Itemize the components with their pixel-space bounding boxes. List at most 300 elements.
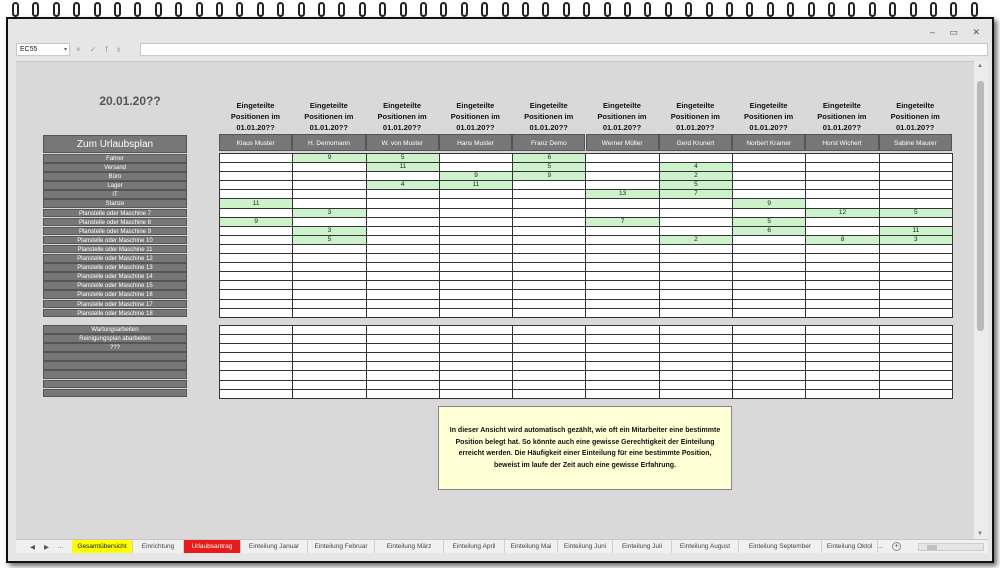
- grid-cell[interactable]: [293, 299, 366, 308]
- grid-cell[interactable]: [513, 254, 586, 263]
- function-icon[interactable]: fx: [105, 45, 130, 54]
- grid-cell[interactable]: [293, 353, 366, 362]
- grid-cell[interactable]: 7: [659, 190, 732, 199]
- grid-cell[interactable]: [293, 272, 366, 281]
- chevron-down-icon[interactable]: ▾: [63, 47, 67, 53]
- window-controls[interactable]: – ▭ ✕: [929, 27, 986, 37]
- grid-cell[interactable]: [220, 281, 293, 290]
- tab-more-left[interactable]: ...: [58, 543, 64, 550]
- cancel-icon[interactable]: ×: [76, 45, 90, 54]
- employee-name[interactable]: Gerd Krunert: [659, 134, 732, 151]
- grid-cell[interactable]: [733, 335, 806, 344]
- grid-cell[interactable]: [806, 389, 879, 398]
- grid-cell[interactable]: [513, 335, 586, 344]
- grid-cell[interactable]: [586, 362, 659, 371]
- grid-cell[interactable]: [879, 172, 952, 181]
- grid-cell[interactable]: [439, 154, 512, 163]
- grid-cell[interactable]: [659, 344, 732, 353]
- grid-cell[interactable]: 9: [293, 154, 366, 163]
- grid-cell[interactable]: [586, 154, 659, 163]
- grid-cell[interactable]: 11: [366, 163, 439, 172]
- grid-cell[interactable]: [806, 335, 879, 344]
- grid-cell[interactable]: [439, 272, 512, 281]
- grid-cell[interactable]: [879, 281, 952, 290]
- grid-cell[interactable]: [659, 154, 732, 163]
- grid-cell[interactable]: [586, 272, 659, 281]
- grid-cell[interactable]: [806, 217, 879, 226]
- sheet-tab[interactable]: Einteilung September: [739, 540, 822, 553]
- grid-cell[interactable]: [220, 163, 293, 172]
- worksheet[interactable]: [16, 61, 974, 539]
- grid-cell[interactable]: [733, 181, 806, 190]
- grid-cell[interactable]: [366, 371, 439, 380]
- grid-cell[interactable]: [293, 217, 366, 226]
- grid-cell[interactable]: [733, 172, 806, 181]
- grid-cell[interactable]: 9: [733, 199, 806, 208]
- grid-cell[interactable]: [733, 272, 806, 281]
- grid-cell[interactable]: [806, 299, 879, 308]
- grid-cell[interactable]: [879, 199, 952, 208]
- employee-name[interactable]: W. von Muster: [366, 134, 439, 151]
- grid-cell[interactable]: [293, 371, 366, 380]
- grid-cell[interactable]: [806, 244, 879, 253]
- grid-cell[interactable]: 2: [659, 235, 732, 244]
- grid-cell[interactable]: [806, 344, 879, 353]
- grid-cell[interactable]: [733, 380, 806, 389]
- grid-cell[interactable]: [513, 308, 586, 317]
- enter-icon[interactable]: ✓: [89, 45, 106, 54]
- grid-cell[interactable]: [220, 353, 293, 362]
- grid-cell[interactable]: [439, 308, 512, 317]
- grid-cell[interactable]: [879, 244, 952, 253]
- grid-cell[interactable]: [659, 371, 732, 380]
- grid-cell[interactable]: [879, 335, 952, 344]
- grid-cell[interactable]: [439, 263, 512, 272]
- grid-cell[interactable]: [220, 272, 293, 281]
- grid-cell[interactable]: [293, 308, 366, 317]
- grid-cell[interactable]: [586, 389, 659, 398]
- grid-cell[interactable]: [879, 326, 952, 335]
- grid-cell[interactable]: [659, 217, 732, 226]
- grid-cell[interactable]: [220, 380, 293, 389]
- sheet-tab[interactable]: Gesamtübersicht: [72, 540, 133, 553]
- sheet-tab[interactable]: Einteilung Februar: [308, 540, 375, 553]
- grid-cell[interactable]: [659, 208, 732, 217]
- grid-cell[interactable]: [586, 254, 659, 263]
- grid-cell[interactable]: [586, 353, 659, 362]
- grid-cell[interactable]: [439, 190, 512, 199]
- grid-cell[interactable]: [366, 326, 439, 335]
- sheet-tab[interactable]: Urlaubsantrag: [184, 540, 241, 553]
- grid-cell[interactable]: [366, 226, 439, 235]
- grid-cell[interactable]: [439, 226, 512, 235]
- grid-cell[interactable]: [366, 290, 439, 299]
- grid-cell[interactable]: 8: [806, 235, 879, 244]
- grid-cell[interactable]: [586, 380, 659, 389]
- grid-cell[interactable]: [439, 344, 512, 353]
- employee-name[interactable]: H. Demomann: [292, 134, 365, 151]
- grid-cell[interactable]: 5: [659, 181, 732, 190]
- sheet-tab[interactable]: Einteilung Juli: [613, 540, 672, 553]
- grid-cell[interactable]: [220, 226, 293, 235]
- scroll-up-icon[interactable]: ▲: [977, 63, 983, 69]
- grid-cell[interactable]: [220, 290, 293, 299]
- grid-cell[interactable]: [659, 290, 732, 299]
- grid-cell[interactable]: [513, 380, 586, 389]
- grid-cell[interactable]: [879, 290, 952, 299]
- grid-cell[interactable]: [220, 172, 293, 181]
- grid-cell[interactable]: [439, 199, 512, 208]
- grid-cell[interactable]: [586, 226, 659, 235]
- grid-cell[interactable]: [220, 344, 293, 353]
- grid-cell[interactable]: [806, 353, 879, 362]
- grid-cell[interactable]: [293, 254, 366, 263]
- grid-cell[interactable]: [586, 235, 659, 244]
- grid-cell[interactable]: [586, 371, 659, 380]
- grid-cell[interactable]: [366, 281, 439, 290]
- grid-cell[interactable]: [439, 208, 512, 217]
- grid-cell[interactable]: 9: [220, 217, 293, 226]
- grid-cell[interactable]: [806, 190, 879, 199]
- employee-name[interactable]: Werner Müller: [586, 134, 659, 151]
- grid-cell[interactable]: [293, 190, 366, 199]
- grid-cell[interactable]: 5: [366, 154, 439, 163]
- grid-cell[interactable]: [659, 272, 732, 281]
- grid-cell[interactable]: [733, 371, 806, 380]
- grid-cell[interactable]: [513, 281, 586, 290]
- grid-cell[interactable]: [513, 244, 586, 253]
- grid-cell[interactable]: [293, 389, 366, 398]
- tab-prev-icon[interactable]: ◀: [30, 544, 35, 551]
- employee-name[interactable]: Horst Wichert: [805, 134, 878, 151]
- grid-cell[interactable]: [293, 290, 366, 299]
- grid-cell[interactable]: [366, 362, 439, 371]
- grid-cell[interactable]: [439, 281, 512, 290]
- grid-cell[interactable]: [586, 308, 659, 317]
- extra-grid[interactable]: [219, 325, 953, 399]
- grid-cell[interactable]: [366, 308, 439, 317]
- grid-cell[interactable]: [586, 208, 659, 217]
- employee-name[interactable]: Norbert Kramer: [732, 134, 805, 151]
- sheet-tab[interactable]: Einteilung März: [375, 540, 444, 553]
- grid-cell[interactable]: [586, 335, 659, 344]
- grid-cell[interactable]: [879, 163, 952, 172]
- grid-cell[interactable]: [513, 344, 586, 353]
- grid-cell[interactable]: [220, 254, 293, 263]
- grid-cell[interactable]: [439, 299, 512, 308]
- grid-cell[interactable]: [733, 154, 806, 163]
- grid-cell[interactable]: [586, 326, 659, 335]
- grid-cell[interactable]: 9: [513, 172, 586, 181]
- grid-cell[interactable]: [513, 208, 586, 217]
- grid-cell[interactable]: [879, 263, 952, 272]
- grid-cell[interactable]: [586, 244, 659, 253]
- grid-cell[interactable]: [879, 389, 952, 398]
- grid-cell[interactable]: [513, 263, 586, 272]
- tab-more-right[interactable]: ...: [878, 543, 884, 550]
- grid-cell[interactable]: [733, 362, 806, 371]
- scroll-down-icon[interactable]: ▼: [977, 531, 983, 537]
- sheet-tab[interactable]: Einteilung Mai: [505, 540, 558, 553]
- grid-cell[interactable]: [586, 263, 659, 272]
- grid-cell[interactable]: [366, 263, 439, 272]
- grid-cell[interactable]: [879, 272, 952, 281]
- hscroll-thumb[interactable]: [927, 545, 937, 550]
- add-sheet-icon[interactable]: +: [892, 542, 901, 551]
- grid-cell[interactable]: [879, 362, 952, 371]
- grid-cell[interactable]: [879, 380, 952, 389]
- grid-cell[interactable]: [220, 190, 293, 199]
- grid-cell[interactable]: [366, 190, 439, 199]
- grid-cell[interactable]: [513, 299, 586, 308]
- grid-cell[interactable]: [806, 380, 879, 389]
- grid-cell[interactable]: [513, 371, 586, 380]
- grid-cell[interactable]: [733, 308, 806, 317]
- grid-cell[interactable]: [586, 163, 659, 172]
- grid-cell[interactable]: [366, 299, 439, 308]
- grid-cell[interactable]: [879, 254, 952, 263]
- grid-cell[interactable]: [733, 344, 806, 353]
- grid-cell[interactable]: [439, 244, 512, 253]
- grid-cell[interactable]: 2: [659, 172, 732, 181]
- grid-cell[interactable]: 5: [879, 208, 952, 217]
- grid-cell[interactable]: [439, 353, 512, 362]
- grid-cell[interactable]: [806, 308, 879, 317]
- grid-cell[interactable]: [586, 299, 659, 308]
- sheet-tab[interactable]: Einteilung Januar: [241, 540, 308, 553]
- employee-name[interactable]: Hans Muster: [439, 134, 512, 151]
- grid-cell[interactable]: [513, 190, 586, 199]
- grid-cell[interactable]: [659, 335, 732, 344]
- horizontal-scrollbar[interactable]: [918, 543, 984, 551]
- grid-cell[interactable]: [513, 226, 586, 235]
- grid-cell[interactable]: [659, 281, 732, 290]
- grid-cell[interactable]: [806, 290, 879, 299]
- grid-cell[interactable]: 11: [220, 199, 293, 208]
- grid-cell[interactable]: [293, 263, 366, 272]
- grid-cell[interactable]: [220, 362, 293, 371]
- grid-cell[interactable]: [439, 335, 512, 344]
- scroll-thumb[interactable]: [977, 81, 984, 331]
- grid-cell[interactable]: [366, 272, 439, 281]
- grid-cell[interactable]: 5: [733, 217, 806, 226]
- sheet-tab[interactable]: Einrichtung: [133, 540, 184, 553]
- sheet-tab[interactable]: Einteilung April: [444, 540, 505, 553]
- grid-cell[interactable]: [293, 362, 366, 371]
- grid-cell[interactable]: [220, 371, 293, 380]
- grid-cell[interactable]: [733, 208, 806, 217]
- urlaubsplan-button[interactable]: Zum Urlaubsplan: [43, 135, 187, 153]
- grid-cell[interactable]: 3: [293, 208, 366, 217]
- grid-cell[interactable]: [366, 244, 439, 253]
- grid-cell[interactable]: [586, 172, 659, 181]
- grid-cell[interactable]: [806, 272, 879, 281]
- grid-cell[interactable]: [293, 244, 366, 253]
- grid-cell[interactable]: [220, 299, 293, 308]
- grid-cell[interactable]: [293, 380, 366, 389]
- grid-cell[interactable]: 6: [733, 226, 806, 235]
- grid-cell[interactable]: [513, 272, 586, 281]
- grid-cell[interactable]: [659, 380, 732, 389]
- grid-cell[interactable]: [806, 362, 879, 371]
- grid-cell[interactable]: [439, 380, 512, 389]
- grid-cell[interactable]: [659, 326, 732, 335]
- grid-cell[interactable]: [293, 335, 366, 344]
- grid-cell[interactable]: [366, 172, 439, 181]
- grid-cell[interactable]: [806, 154, 879, 163]
- grid-cell[interactable]: [513, 362, 586, 371]
- sheet-tab[interactable]: Einteilung Oktol: [822, 540, 878, 553]
- grid-cell[interactable]: [293, 344, 366, 353]
- grid-cell[interactable]: [806, 163, 879, 172]
- grid-cell[interactable]: 7: [586, 217, 659, 226]
- grid-cell[interactable]: [879, 344, 952, 353]
- grid-cell[interactable]: 6: [513, 154, 586, 163]
- grid-cell[interactable]: [659, 226, 732, 235]
- grid-cell[interactable]: 11: [879, 226, 952, 235]
- grid-cell[interactable]: [220, 335, 293, 344]
- grid-cell[interactable]: 3: [879, 235, 952, 244]
- grid-cell[interactable]: [220, 235, 293, 244]
- grid-cell[interactable]: 11: [439, 181, 512, 190]
- grid-cell[interactable]: [659, 353, 732, 362]
- grid-cell[interactable]: [659, 299, 732, 308]
- grid-cell[interactable]: [220, 389, 293, 398]
- grid-cell[interactable]: [879, 181, 952, 190]
- grid-cell[interactable]: [733, 190, 806, 199]
- grid-cell[interactable]: [806, 254, 879, 263]
- grid-cell[interactable]: [879, 154, 952, 163]
- grid-cell[interactable]: [586, 281, 659, 290]
- grid-cell[interactable]: [366, 380, 439, 389]
- grid-cell[interactable]: 12: [806, 208, 879, 217]
- grid-cell[interactable]: [366, 389, 439, 398]
- grid-cell[interactable]: [513, 199, 586, 208]
- grid-cell[interactable]: [366, 353, 439, 362]
- grid-cell[interactable]: [586, 181, 659, 190]
- grid-cell[interactable]: [733, 281, 806, 290]
- grid-cell[interactable]: 4: [366, 181, 439, 190]
- employee-name[interactable]: Franz Demo: [512, 134, 585, 151]
- grid-cell[interactable]: [733, 299, 806, 308]
- grid-cell[interactable]: [659, 263, 732, 272]
- grid-cell[interactable]: [513, 235, 586, 244]
- grid-cell[interactable]: [220, 244, 293, 253]
- grid-cell[interactable]: [366, 344, 439, 353]
- grid-cell[interactable]: [879, 353, 952, 362]
- grid-cell[interactable]: [293, 326, 366, 335]
- grid-cell[interactable]: [220, 326, 293, 335]
- grid-cell[interactable]: [439, 254, 512, 263]
- grid-cell[interactable]: [733, 254, 806, 263]
- grid-cell[interactable]: [439, 326, 512, 335]
- grid-cell[interactable]: [733, 326, 806, 335]
- grid-cell[interactable]: [733, 244, 806, 253]
- grid-cell[interactable]: [733, 235, 806, 244]
- grid-cell[interactable]: [439, 389, 512, 398]
- grid-cell[interactable]: [439, 362, 512, 371]
- grid-cell[interactable]: [513, 290, 586, 299]
- grid-cell[interactable]: 9: [439, 172, 512, 181]
- grid-cell[interactable]: [659, 308, 732, 317]
- grid-cell[interactable]: [513, 326, 586, 335]
- grid-cell[interactable]: [513, 181, 586, 190]
- grid-cell[interactable]: [439, 235, 512, 244]
- grid-cell[interactable]: [293, 163, 366, 172]
- grid-cell[interactable]: [659, 389, 732, 398]
- grid-cell[interactable]: [293, 172, 366, 181]
- grid-cell[interactable]: [806, 371, 879, 380]
- grid-cell[interactable]: [220, 263, 293, 272]
- grid-cell[interactable]: [879, 217, 952, 226]
- grid-cell[interactable]: [659, 362, 732, 371]
- grid-cell[interactable]: [366, 217, 439, 226]
- formula-input[interactable]: [140, 43, 988, 56]
- grid-cell[interactable]: [733, 389, 806, 398]
- grid-cell[interactable]: [439, 163, 512, 172]
- grid-cell[interactable]: [806, 263, 879, 272]
- grid-cell[interactable]: [733, 263, 806, 272]
- grid-cell[interactable]: [659, 244, 732, 253]
- grid-cell[interactable]: [733, 290, 806, 299]
- grid-cell[interactable]: [513, 389, 586, 398]
- grid-cell[interactable]: [366, 208, 439, 217]
- grid-cell[interactable]: 3: [293, 226, 366, 235]
- grid-cell[interactable]: [586, 290, 659, 299]
- grid-cell[interactable]: [366, 335, 439, 344]
- sheet-tab[interactable]: Einteilung Juni: [558, 540, 613, 553]
- grid-cell[interactable]: [733, 163, 806, 172]
- grid-cell[interactable]: [659, 254, 732, 263]
- grid-cell[interactable]: [293, 199, 366, 208]
- grid-cell[interactable]: [366, 199, 439, 208]
- grid-cell[interactable]: [220, 181, 293, 190]
- grid-cell[interactable]: [439, 217, 512, 226]
- grid-cell[interactable]: [733, 353, 806, 362]
- grid-cell[interactable]: [220, 308, 293, 317]
- grid-cell[interactable]: [879, 299, 952, 308]
- grid-cell[interactable]: [366, 254, 439, 263]
- name-box[interactable]: [16, 43, 70, 56]
- grid-cell[interactable]: [513, 217, 586, 226]
- grid-cell[interactable]: 13: [586, 190, 659, 199]
- grid-cell[interactable]: [586, 344, 659, 353]
- vertical-scrollbar[interactable]: [974, 61, 988, 539]
- grid-cell[interactable]: [806, 326, 879, 335]
- grid-cell[interactable]: [879, 308, 952, 317]
- grid-cell[interactable]: [293, 281, 366, 290]
- grid-cell[interactable]: [879, 190, 952, 199]
- sheet-tab[interactable]: Einteilung August: [672, 540, 739, 553]
- grid-cell[interactable]: [806, 226, 879, 235]
- tab-next-icon[interactable]: ▶: [44, 544, 49, 551]
- grid-cell[interactable]: [586, 199, 659, 208]
- grid-cell[interactable]: [439, 371, 512, 380]
- grid-cell[interactable]: [439, 290, 512, 299]
- grid-cell[interactable]: 4: [659, 163, 732, 172]
- assignment-grid[interactable]: [219, 153, 953, 318]
- grid-cell[interactable]: [806, 181, 879, 190]
- grid-cell[interactable]: [366, 235, 439, 244]
- employee-name[interactable]: Sabine Maurer: [879, 134, 952, 151]
- grid-cell[interactable]: [879, 371, 952, 380]
- grid-cell[interactable]: [806, 172, 879, 181]
- grid-cell[interactable]: [220, 154, 293, 163]
- grid-cell[interactable]: [659, 199, 732, 208]
- grid-cell[interactable]: [220, 208, 293, 217]
- employee-name[interactable]: Klaus Muster: [219, 134, 292, 151]
- grid-cell[interactable]: 5: [513, 163, 586, 172]
